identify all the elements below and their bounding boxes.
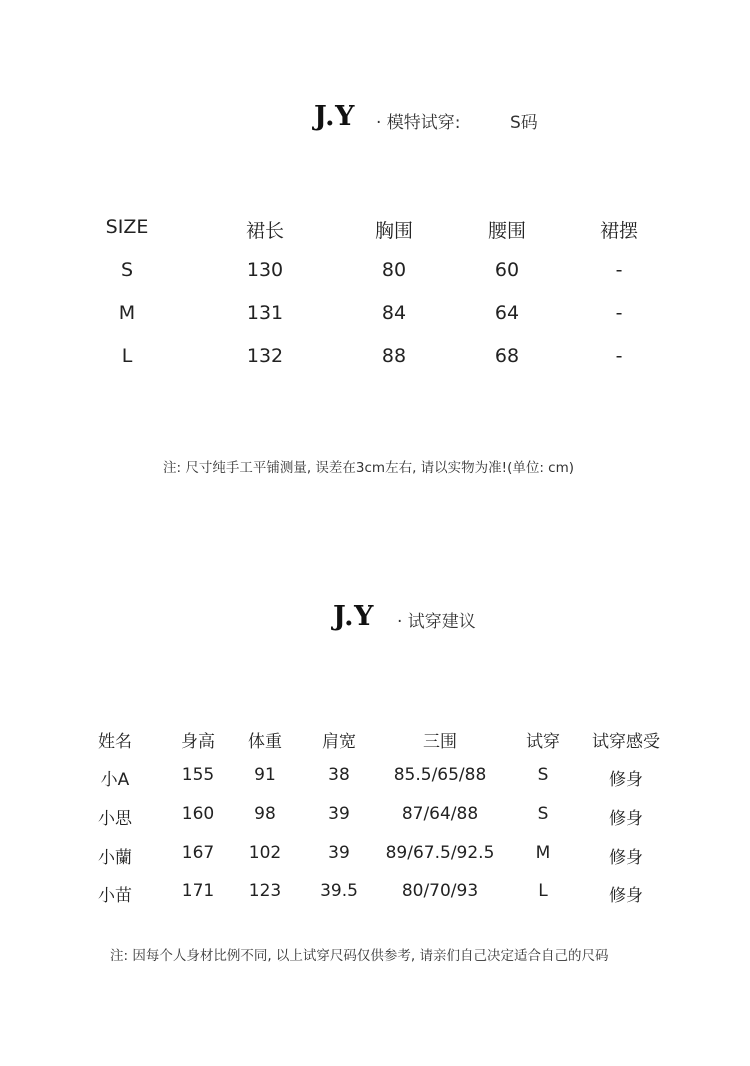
table-cell: 160 [181, 804, 215, 824]
brand-logo: J.Y [314, 101, 355, 132]
table-cell: 131 [246, 302, 284, 324]
header-hem: 裙摆 [599, 220, 639, 242]
table-cell: 80/70/93 [401, 881, 479, 901]
table-cell: 修身 [609, 770, 643, 790]
header-length: 裙长 [245, 220, 285, 242]
header-feeling: 试穿感受 [592, 732, 660, 752]
table-cell: M [118, 302, 136, 324]
table-cell: 87/64/88 [401, 804, 479, 824]
fit-advice-note: 注: 因每个人身材比例不同, 以上试穿尺码仅供参考, 请亲们自己决定适合自己的尺码 [110, 948, 609, 964]
table-cell: 88 [381, 345, 407, 367]
table-cell: - [615, 345, 623, 367]
table-cell: 39 [328, 843, 350, 863]
table-cell: 132 [246, 345, 284, 367]
table-cell: 修身 [609, 809, 643, 829]
header-weight: 体重 [248, 732, 282, 752]
table-cell: 98 [254, 804, 276, 824]
table-cell: 167 [181, 843, 215, 863]
table-cell: - [615, 259, 623, 281]
table-cell: 171 [181, 881, 215, 901]
fit-advice-label: · 试穿建议 [397, 612, 476, 632]
table-cell: 130 [246, 259, 284, 281]
table-cell: 小思 [98, 809, 132, 829]
header-height: 身高 [181, 732, 215, 752]
header-shoulder: 肩宽 [322, 732, 356, 752]
table-cell: 64 [494, 302, 520, 324]
table-cell: 91 [254, 765, 276, 785]
table-cell: 修身 [609, 886, 643, 906]
table-cell: - [615, 302, 623, 324]
table-cell: 39 [328, 804, 350, 824]
table-cell: S [120, 259, 134, 281]
table-cell: 小A [100, 770, 130, 790]
table-cell: 修身 [609, 848, 643, 868]
brand-logo-2: J.Y [333, 601, 374, 632]
table-cell: 85.5/65/88 [393, 765, 487, 785]
table-cell: 89/67.5/92.5 [385, 843, 495, 863]
table-cell: 123 [248, 881, 282, 901]
header-name: 姓名 [98, 732, 132, 752]
table-cell: 155 [181, 765, 215, 785]
table-cell: 小蘭 [98, 848, 132, 868]
header-tried-size: 试穿 [526, 732, 560, 752]
model-fit-label: · 模特试穿: [376, 113, 461, 133]
table-cell: 小苗 [98, 886, 132, 906]
measurement-note: 注: 尺寸纯手工平铺测量, 误差在3cm左右, 请以实物为准!(单位: cm) [163, 460, 575, 476]
table-cell: S [537, 765, 549, 785]
header-waist: 腰围 [487, 220, 527, 242]
table-cell: 39.5 [320, 881, 358, 901]
table-cell: L [538, 881, 548, 901]
table-cell: 60 [494, 259, 520, 281]
table-cell: 102 [248, 843, 282, 863]
table-cell: 84 [381, 302, 407, 324]
model-size-badge: S码 [510, 113, 538, 133]
header-bust: 胸围 [374, 220, 414, 242]
table-cell: 38 [328, 765, 350, 785]
header-measurements: 三围 [423, 732, 457, 752]
table-cell: 68 [494, 345, 520, 367]
header-size: SIZE [105, 216, 149, 238]
table-cell: M [535, 843, 551, 863]
table-cell: S [537, 804, 549, 824]
table-cell: L [121, 345, 133, 367]
table-cell: 80 [381, 259, 407, 281]
